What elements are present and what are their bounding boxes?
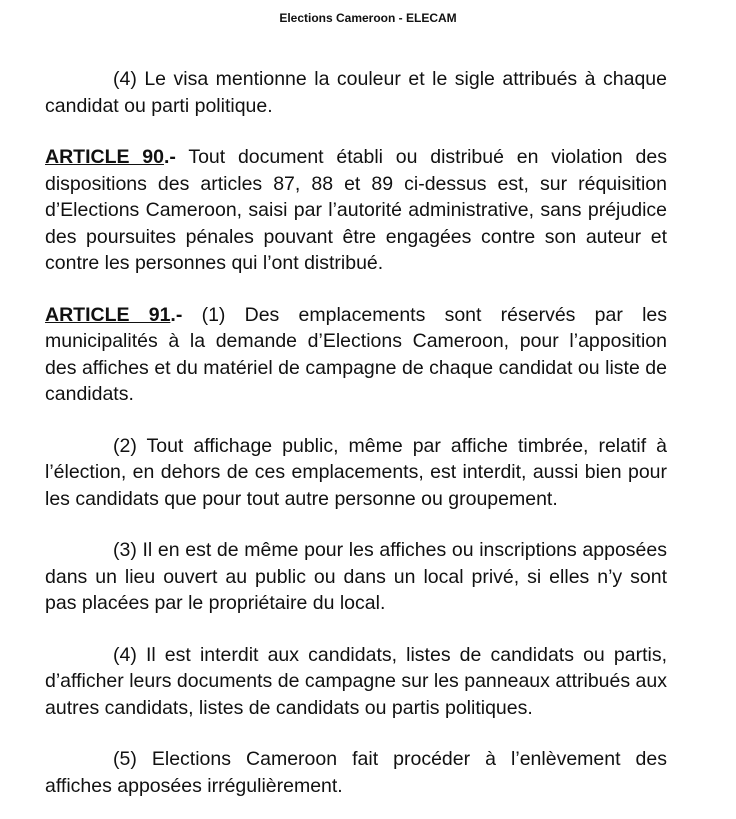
- paragraph-enlevement: (5) Elections Cameroon fait procéder à l’enlèvement des affiches apposées irrégulièrement.: [45, 748, 667, 797]
- page-header: Elections Cameroon - ELECAM: [279, 11, 457, 25]
- article-90-separator: .-: [163, 146, 176, 168]
- paragraph-visa: (4) Le visa mentionne la couleur et le sigle attribués à chaque candidat ou parti politique.: [45, 68, 667, 117]
- article-91: [45, 302, 667, 408]
- article-90: [45, 144, 667, 277]
- paragraph-affichage: (2) Tout affichage public, même par affiche timbrée, relatif à l’élection, en dehors de ces emplacements, est interdit, aussi bien pour les candidats que pour tout autre personne ou groupement.: [45, 434, 667, 510]
- article-90-label: ARTICLE 90: [45, 146, 164, 168]
- article-91-text: (1) Des emplacements sont réservés par les municipalités à la demande d’Elections Cameroon, pour l’apposition des affiches et du matériel de campagne de chaque candidat ou liste de candidats.: [45, 303, 667, 405]
- paragraph-interdiction: (4) Il est interdit aux candidats, listes de candidats ou partis, d’afficher leurs documents de campagne sur les panneaux attribués aux autres candidats, listes de candidats ou partis politiques.: [45, 643, 667, 719]
- article-91-separator: .-: [170, 303, 183, 326]
- paragraph-inscriptions: (3) Il en est de même pour les affiches ou inscriptions apposées dans un lieu ouvert au public ou dans un local privé, si elles n’y sont pas placées par le propriétaire du local.: [45, 539, 667, 614]
- article-90-text: Tout document établi ou distribué en violation des dispositions des articles 87, 88 et 89 ci-dessus est, sur réquisition d’Elections Cameroon, saisi par l’autorité administrative, sans préjudice des poursuites pénales pouvant être engagées contre son auteur et contre les personnes qui l’ont distribué.: [45, 146, 667, 274]
- document-body: [45, 66, 667, 799]
- article-91-label: ARTICLE 91: [45, 303, 171, 326]
